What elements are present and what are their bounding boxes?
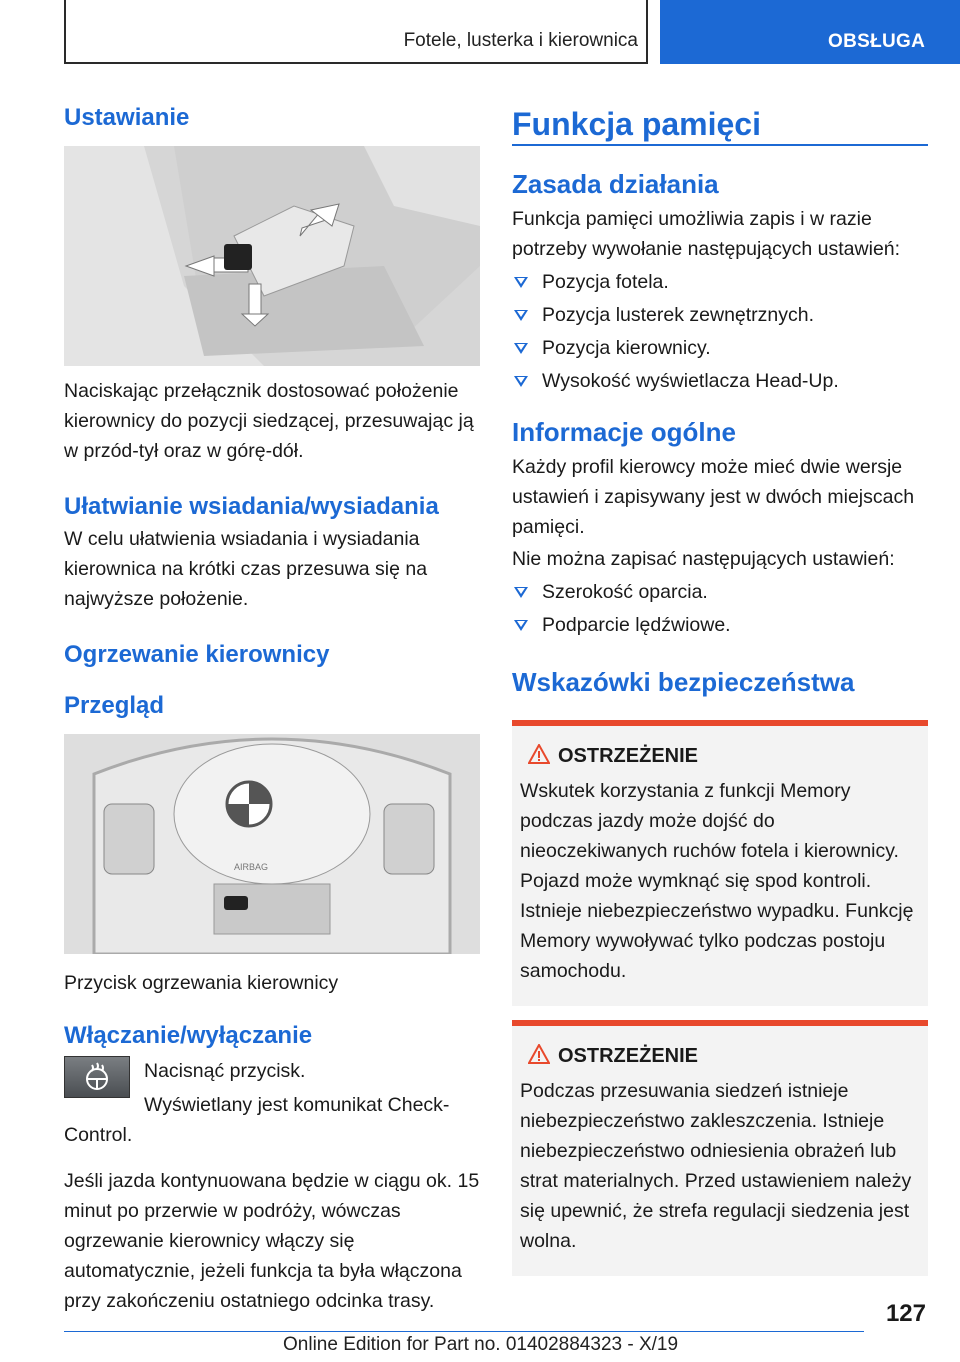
warning-box-seats: [512, 1020, 928, 1276]
heading-memory: Funkcja pamięci: [512, 106, 761, 142]
right-column: [512, 104, 928, 1276]
warning-box-memory: [512, 720, 928, 1006]
caption-adjust: Naciskając przełącznik dostosować położenie kierownicy do pozycji siedzącej, przesuwając ją w przód-tył oraz w górę-dół.: [64, 380, 474, 462]
check-control-text: Wyświetlany jest komunikat Check-Control.: [64, 1094, 450, 1146]
bullet-triangle-icon: [514, 277, 528, 288]
list-item: Podparcie lędźwiowe.: [512, 610, 928, 640]
heading-heating: Ogrzewanie kierownicy: [64, 641, 330, 668]
list-item: Pozycja fotela.: [512, 267, 928, 297]
onoff-block: [64, 1056, 480, 1150]
steering-heating-icon: [64, 1056, 130, 1098]
warning-text: Wskutek korzystania z funkcji Memory podczas jazdy może dojść do nieoczekiwanych ruchów fotela i kierownicy. Pojazd może wymknąć się spod kontroli. Istnieje niebezpieczeństwo wypadku. Funkcję Memory wywoływać tylko podczas postoju samochodu.: [520, 780, 914, 982]
footer-edition: Online Edition for Part no. 01402884323 - X/19: [283, 1334, 679, 1355]
steering-wheel-photo: [64, 734, 480, 954]
bullet-triangle-icon: [514, 620, 528, 631]
press-button-text: Nacisnąć przycisk.: [144, 1060, 306, 1082]
heading-entry: Ułatwianie wsiadania/wysiadania: [64, 493, 439, 520]
principle-text: Funkcja pamięci umożliwia zapis i w razie potrzeby wywołanie następujących ustawień:: [512, 208, 901, 260]
memory-settings-list: [512, 267, 928, 396]
auto-heating-text: Jeśli jazda kontynuowana będzie w ciągu ok. 15 minut po przerwie w podróży, wówczas ogrzewanie kierownicy włączy się automatycznie, jeżeli funkcja ta była włączona przy zakończeniu ostatniego odcinka trasy.: [64, 1170, 480, 1312]
heading-safety: Wskazówki bezpieczeństwa: [512, 667, 855, 697]
header-tab-label: OBSŁUGA: [828, 31, 926, 52]
heading-underline: [512, 144, 928, 146]
entry-text: W celu ułatwienia wsiadania i wysiadania kierownica na krótki czas przesuwa się na najwyższe położenie.: [64, 528, 428, 610]
footer-rule: [64, 1331, 864, 1332]
non-memory-list: [512, 577, 928, 640]
heading-adjust: Ustawianie: [64, 104, 190, 131]
bullet-triangle-icon: [514, 343, 528, 354]
header-section-title: Fotele, lusterka i kierownica: [403, 30, 638, 51]
heading-overview: Przegląd: [64, 692, 165, 719]
warning-text: Podczas przesuwania siedzeń istnieje niebezpieczeństwo zakleszczenia. Istnieje niebezpieczeństwo odniesienia obrażeń lub strat materialnych. Przed ustawieniem należy się upewnić, że strefa regulacji siedzenia jest wolna.: [520, 1080, 912, 1252]
general-text: Każdy profil kierowcy może mieć dwie wersje ustawień i zapisywany jest w dwóch miejscach pamięci.: [512, 456, 915, 538]
list-item: Wysokość wyświetlacza Head-Up.: [512, 366, 928, 396]
heading-general: Informacje ogólne: [512, 417, 736, 447]
list-item: Pozycja lusterek zewnętrznych.: [512, 300, 928, 330]
bullet-triangle-icon: [514, 376, 528, 387]
left-column: [64, 104, 480, 1316]
list-item: Szerokość oparcia.: [512, 577, 928, 607]
heading-onoff: Włączanie/wyłączanie: [64, 1022, 313, 1049]
bullet-triangle-icon: [514, 310, 528, 321]
warning-title: OSTRZEŻENIE: [558, 742, 920, 770]
airbag-label: AIRBAG: [234, 862, 269, 872]
list-item: Pozycja kierownicy.: [512, 333, 928, 363]
warning-triangle-icon: [528, 1044, 550, 1064]
page-number: 127: [885, 1300, 926, 1327]
steering-wheel-illustration: [64, 734, 480, 954]
steering-column-illustration: [64, 146, 480, 366]
warning-triangle-icon: [528, 744, 550, 764]
caption-heating-button: Przycisk ogrzewania kierownicy: [64, 972, 339, 994]
steering-adjust-photo: [64, 146, 480, 366]
warning-title: OSTRZEŻENIE: [558, 1042, 920, 1070]
bullet-triangle-icon: [514, 587, 528, 598]
heading-principle: Zasada działania: [512, 169, 719, 199]
general-text-2: Nie można zapisać następujących ustawień:: [512, 548, 895, 570]
